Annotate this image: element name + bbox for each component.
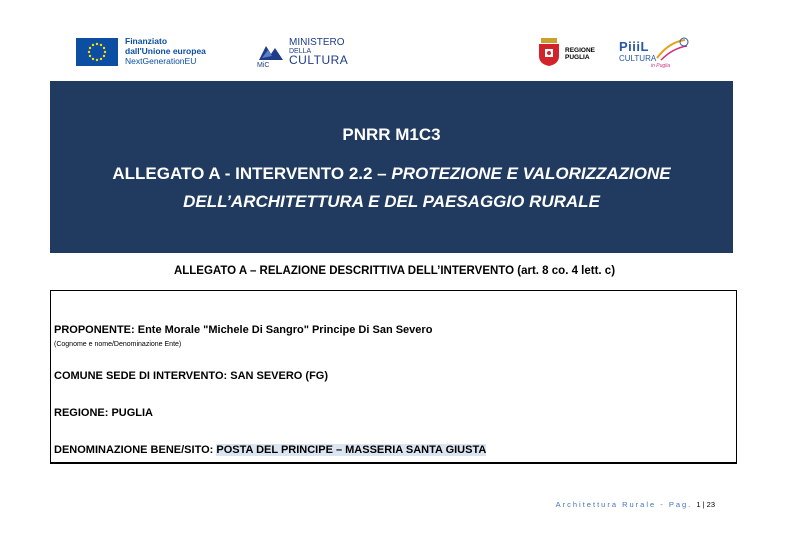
footer-page-number: 1 xyxy=(696,500,701,509)
mic-logo-icon xyxy=(256,38,286,68)
eu-line-3: NextGenerationEU xyxy=(125,56,197,66)
document-subtitle: ALLEGATO A – RELAZIONE DESCRITTIVA DELL’INTERVENTO (art. 8 co. 4 lett. c) xyxy=(173,265,616,277)
piil-line-2: CULTURA xyxy=(619,54,657,63)
denominazione-field xyxy=(54,444,486,456)
banner-title: PNRR M1C3 xyxy=(342,125,441,144)
footer-text: Architettura Rurale - Pag. xyxy=(555,500,697,509)
proponente-note: (Cognome e nome/Denominazione Ente) xyxy=(54,341,182,348)
piil-cultura-logo xyxy=(619,36,689,72)
footer-total-pages: 23 xyxy=(706,500,715,509)
mic-line-1: MINISTERO xyxy=(289,37,345,48)
eu-line-2: dall'Unione europea xyxy=(125,46,206,56)
page-footer xyxy=(556,500,715,509)
eu-funding-label xyxy=(125,36,206,66)
puglia-line-2: PUGLIA xyxy=(565,54,590,61)
comune-field: COMUNE SEDE DI INTERVENTO: SAN SEVERO (FG) xyxy=(54,370,329,382)
banner-subtitle xyxy=(70,160,713,216)
footer-separator: | xyxy=(700,500,707,509)
mic-mark-text: MiC xyxy=(257,62,270,68)
piil-swoosh-icon xyxy=(655,36,689,62)
mic-line-3: CULTURA xyxy=(289,53,349,67)
logo-bar xyxy=(0,30,789,78)
title-banner xyxy=(50,81,733,253)
project-info-box xyxy=(50,290,737,464)
eu-line-1: Finanziato xyxy=(125,36,168,46)
piil-line-1: PiiiL xyxy=(619,39,649,54)
mic-label xyxy=(289,38,348,65)
eu-flag-icon xyxy=(76,38,118,66)
regione-puglia-label xyxy=(565,47,595,61)
mic-line-2: DELLA xyxy=(289,48,312,55)
regione-field: REGIONE: PUGLIA xyxy=(54,407,154,419)
regione-puglia-crest-icon xyxy=(538,38,560,66)
piil-line-3: in Puglia xyxy=(651,63,671,69)
denominazione-value: POSTA DEL PRINCIPE – MASSERIA SANTA GIUSTA xyxy=(216,444,487,456)
proponente-field: PROPONENTE: Ente Morale "Michele Di Sangro" Principe Di San Severo xyxy=(54,324,433,336)
banner-line-italic: PROTEZIONE E VALORIZZAZIONE DELL’ARCHITETTURA E DEL PAESAGGIO RURALE xyxy=(183,164,671,211)
banner-line-normal: ALLEGATO A - INTERVENTO 2.2 – xyxy=(112,164,392,183)
denominazione-label: DENOMINAZIONE BENE/SITO: xyxy=(54,444,217,456)
puglia-line-1: REGIONE xyxy=(565,47,595,54)
